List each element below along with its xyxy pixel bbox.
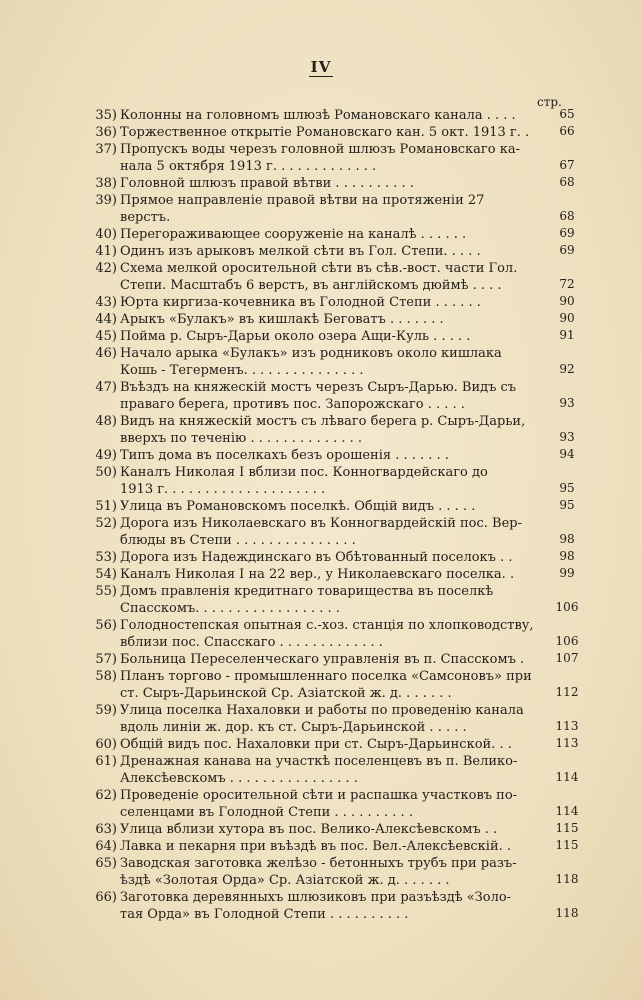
list-item (95, 447, 585, 464)
list-item (95, 243, 585, 260)
list-item (95, 838, 585, 855)
entry-title: Начало арыка «Булакъ» изъ родниковъ около кишлака Кошь - Тегерменъ. . . . . . . . . . . . . . . (120, 346, 502, 378)
entry-title: Заводская заготовка желѣзо - бетонныхъ трубъ при разъ- ѣздѣ «Золотая Орда» Ср. Азіатской ж. д. . . . . . . (120, 856, 517, 888)
entry-title: Общій видъ пос. Нахаловки при ст. Сыръ-Дарьинской. . . (120, 737, 512, 752)
entry-title: Пойма р. Сыръ-Дарьи около озера Ащи-Куль . . . . . (120, 329, 471, 344)
entry-number: 46) (95, 346, 117, 361)
list-item (95, 736, 585, 753)
entry-number: 60) (95, 737, 117, 752)
list-item (95, 260, 585, 294)
entry-page: 118 (555, 906, 579, 920)
entry-title: Домъ правленія кредитнаго товарищества въ поселкѣ Спасскомъ. . . . . . . . . . . . . . . . . . (120, 584, 494, 616)
entry-page: 106 (555, 600, 579, 614)
entry-page: 115 (555, 838, 579, 852)
list-item (95, 413, 585, 447)
list-item (95, 651, 585, 668)
entry-title: Схема мелкой оросительной сѣти въ сѣв.-вост. части Гол. Степи. Масштабъ 6 верстъ, въ англійскомъ дюймѣ . . . . (120, 261, 518, 293)
list-item (95, 192, 585, 226)
entry-number: 48) (95, 414, 117, 429)
entry-page: 99 (559, 566, 575, 580)
entry-title: Колонны на головномъ шлюзѣ Романовскаго канала . . . . (120, 108, 516, 123)
entry-number: 65) (95, 856, 117, 871)
entry-title: Юрта киргиза-кочевника въ Голодной Степи . . . . . . (120, 295, 481, 310)
entry-page: 113 (555, 719, 579, 733)
list-item (95, 566, 585, 583)
entry-number: 54) (95, 567, 117, 582)
entry-number: 40) (95, 227, 117, 242)
entry-page: 92 (559, 362, 575, 376)
list-item (95, 617, 585, 651)
list-item (95, 328, 585, 345)
list-item (95, 379, 585, 413)
entry-page: 68 (559, 175, 575, 189)
entry-number: 35) (95, 108, 117, 123)
entry-title: Дорога изъ Надеждинскаго въ Обѣтованный поселокъ . . (120, 550, 513, 565)
entry-title: Дорога изъ Николаевскаго въ Конногвардейскій пос. Вер- блюды въ Степи . . . . . . . . . . . . . . . (120, 516, 522, 548)
entry-number: 56) (95, 618, 117, 633)
list-item (95, 345, 585, 379)
entry-number: 38) (95, 176, 117, 191)
entry-page: 115 (555, 821, 579, 835)
page-number (0, 58, 642, 76)
entry-title: Улица вблизи хутора въ пос. Велико-Алексѣевскомъ . . (120, 822, 498, 837)
entry-page: 118 (555, 872, 579, 886)
entry-title: Перегораживающее сооруженіе на каналѣ . . . . . . (120, 227, 467, 242)
entry-title: Заготовка деревянныхъ шлюзиковъ при разъѣздѣ «Золо- тая Орда» въ Голодной Степи . . . . . . . . . . (120, 890, 512, 922)
list-item (95, 889, 585, 923)
entry-number: 47) (95, 380, 117, 395)
entry-title: Проведеніе оросительной сѣти и распашка участковъ по- селенцами въ Голодной Степи . . . . . . . . . . (120, 788, 518, 820)
entry-title: Арыкъ «Булакъ» въ кишлакѣ Беговатъ . . . . . . . (120, 312, 444, 327)
entry-title: Планъ торгово - промышленнаго поселка «Самсоновъ» при ст. Сыръ-Дарьинской Ср. Азіатской ж. д. . . . . . . (120, 669, 532, 701)
entry-page: 112 (555, 685, 579, 699)
list-item (95, 498, 585, 515)
entry-title: Прямое направленіе правой вѣтви на протяженіи 27 верстъ. (120, 193, 485, 225)
entry-page: 67 (559, 158, 575, 172)
list-item (95, 855, 585, 889)
list-item (95, 226, 585, 243)
entry-page: 68 (559, 209, 575, 223)
entry-title: Одинъ изъ арыковъ мелкой сѣти въ Гол. Степи. . . . . (120, 244, 481, 259)
entry-page: 90 (559, 311, 575, 325)
entry-page: 94 (559, 447, 575, 461)
entry-page: 93 (559, 396, 575, 410)
list-item (95, 583, 585, 617)
entry-number: 44) (95, 312, 117, 327)
entry-title: Больница Переселенческаго управленія въ п. Спасскомъ . (120, 652, 525, 667)
entry-title: Головной шлюзъ правой вѣтви . . . . . . . . . . (120, 176, 414, 191)
list-item (95, 464, 585, 498)
entry-page: 66 (559, 124, 575, 138)
entry-number: 45) (95, 329, 117, 344)
entry-page: 95 (559, 498, 575, 512)
entry-page: 113 (555, 736, 579, 750)
entry-title: Типъ дома въ поселкахъ безъ орошенія . . . . . . . (120, 448, 449, 463)
entry-page: 114 (555, 770, 579, 784)
list-item (95, 549, 585, 566)
entry-title: Голодностепская опытная с.-хоз. станція по хлопководству, вблизи пос. Спасскаго . . . . . . . . . . . . . (120, 618, 534, 650)
list-item (95, 702, 585, 736)
entry-page: 98 (559, 532, 575, 546)
list-item (95, 311, 585, 328)
entry-page: 91 (559, 328, 575, 342)
entry-page: 69 (559, 226, 575, 240)
entry-title: Улица въ Романовскомъ поселкѣ. Общій видъ . . . . . (120, 499, 476, 514)
entry-page: 72 (559, 277, 575, 291)
entry-number: 66) (95, 890, 117, 905)
illustration-list (95, 107, 585, 923)
entry-number: 57) (95, 652, 117, 667)
entry-number: 52) (95, 516, 117, 531)
entry-title: Видъ на княжескій мостъ съ лѣваго берега р. Сыръ-Дарьи, вверхъ по теченію . . . . . . . . . . . . . . (120, 414, 526, 446)
entry-title: Каналъ Николая І на 22 вер., у Николаевскаго поселка. . (120, 567, 515, 582)
page-number-text: IV (310, 58, 332, 76)
entry-number: 51) (95, 499, 117, 514)
list-item (95, 787, 585, 821)
entry-page: 107 (555, 651, 579, 665)
entry-title: Дренажная канава на участкѣ поселенцевъ въ п. Велико- Алексѣевскомъ . . . . . . . . . . . . . . . . (120, 754, 518, 786)
list-item (95, 294, 585, 311)
entry-page: 114 (555, 804, 579, 818)
entry-number: 58) (95, 669, 117, 684)
list-item (95, 141, 585, 175)
page-column-label: стр. (537, 95, 562, 109)
entry-number: 49) (95, 448, 117, 463)
entry-title: Лавка и пекарня при въѣздѣ въ пос. Вел.-Алексѣевскій. . (120, 839, 512, 854)
entry-page: 93 (559, 430, 575, 444)
entry-number: 61) (95, 754, 117, 769)
list-item (95, 124, 585, 141)
list-item (95, 515, 585, 549)
entry-number: 63) (95, 822, 117, 837)
entry-number: 53) (95, 550, 117, 565)
entry-page: 106 (555, 634, 579, 648)
entry-page: 69 (559, 243, 575, 257)
list-item (95, 821, 585, 838)
entry-number: 39) (95, 193, 117, 208)
list-item (95, 753, 585, 787)
entry-number: 62) (95, 788, 117, 803)
entry-number: 43) (95, 295, 117, 310)
entry-number: 42) (95, 261, 117, 276)
entry-page: 95 (559, 481, 575, 495)
entry-title: Пропускъ воды черезъ головной шлюзъ Романовскаго ка- нала 5 октября 1913 г. . . . . . . . . . . . . (120, 142, 520, 174)
entry-title: Улица поселка Нахаловки и работы по проведенію канала вдоль линіи ж. дор. къ ст. Сыръ-Дарьинской . . . . . (120, 703, 524, 735)
entry-page: 90 (559, 294, 575, 308)
entry-number: 50) (95, 465, 117, 480)
entry-number: 37) (95, 142, 117, 157)
entry-number: 59) (95, 703, 117, 718)
entry-number: 41) (95, 244, 117, 259)
entry-title: Въѣздъ на княжескій мостъ черезъ Сыръ-Дарью. Видъ съ праваго берега, противъ пос. Запорожскаго . . . . . (120, 380, 517, 412)
entry-page: 98 (559, 549, 575, 563)
list-item (95, 668, 585, 702)
entry-title: Каналъ Николая І вблизи пос. Конногвардейскаго до 1913 г. . . . . . . . . . . . . . . . . . . . (120, 465, 488, 497)
entry-number: 55) (95, 584, 117, 599)
entry-title: Торжественное открытіе Романовскаго кан. 5 окт. 1913 г. . (120, 125, 530, 140)
list-item (95, 175, 585, 192)
list-item (95, 107, 585, 124)
entry-page: 65 (559, 107, 575, 121)
entry-number: 64) (95, 839, 117, 854)
entry-number: 36) (95, 125, 117, 140)
